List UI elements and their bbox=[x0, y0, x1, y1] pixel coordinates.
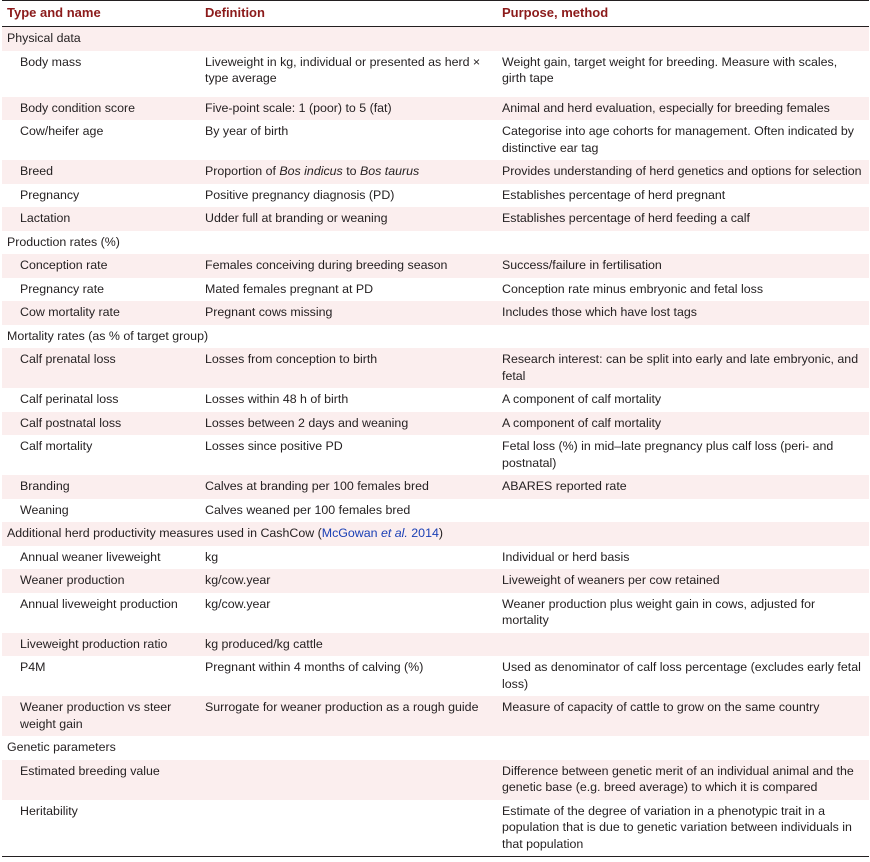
row-definition: Liveweight in kg, individual or presented as herd × type average bbox=[205, 54, 481, 85]
row-name: Liveweight production ratio bbox=[2, 633, 200, 657]
table-row bbox=[2, 207, 869, 231]
breed-def-b: Bos indicus bbox=[279, 164, 343, 178]
table-row bbox=[2, 412, 869, 436]
row-purpose: Conception rate minus embryonic and fetal loss bbox=[502, 281, 764, 296]
row-purpose: Individual or herd basis bbox=[502, 549, 630, 564]
row-name: Calf postnatal loss bbox=[2, 412, 200, 436]
row-name: Body mass bbox=[20, 54, 82, 69]
table-row bbox=[2, 184, 869, 208]
citation-author: McGowan bbox=[321, 526, 381, 540]
table-row bbox=[2, 546, 869, 570]
table-row bbox=[2, 760, 869, 800]
citation-link[interactable] bbox=[322, 526, 439, 540]
row-purpose bbox=[497, 633, 869, 657]
row-definition: Positive pregnancy diagnosis (PD) bbox=[205, 187, 395, 202]
header-purpose: Purpose, method bbox=[497, 1, 869, 27]
row-name: Calf prenatal loss bbox=[2, 348, 200, 388]
table-row bbox=[2, 696, 869, 736]
row-purpose: ABARES reported rate bbox=[497, 475, 869, 499]
row-definition: Losses since positive PD bbox=[205, 439, 343, 453]
citation-year: 2014 bbox=[407, 526, 439, 540]
section-production: Production rates (%) bbox=[7, 234, 120, 249]
row-name: Estimated breeding value bbox=[2, 760, 200, 800]
header-definition: Definition bbox=[200, 1, 497, 27]
table-row bbox=[2, 633, 869, 657]
section-row bbox=[2, 325, 869, 349]
row-definition: Five-point scale: 1 (poor) to 5 (fat) bbox=[200, 97, 497, 121]
row-purpose: A component of calf mortality bbox=[502, 392, 662, 406]
row-name: Heritability bbox=[2, 800, 200, 857]
row-definition: By year of birth bbox=[205, 124, 289, 138]
row-name: Lactation bbox=[2, 207, 200, 231]
table-row bbox=[2, 51, 869, 97]
row-purpose: Animal and herd evaluation, especially for breeding females bbox=[497, 97, 869, 121]
citation-etal: et al. bbox=[380, 526, 408, 540]
row-definition: Females conceiving during breeding season bbox=[200, 254, 497, 278]
row-name: Weaner production vs steer weight gain bbox=[2, 696, 200, 736]
row-definition bbox=[200, 800, 497, 857]
row-definition: Surrogate for weaner production as a rough guide bbox=[200, 696, 497, 736]
table-row bbox=[2, 278, 869, 302]
section-row bbox=[2, 27, 869, 51]
row-purpose: Provides understanding of herd genetics and options for selection bbox=[497, 160, 869, 184]
row-definition: Mated females pregnant at PD bbox=[205, 281, 374, 296]
row-purpose: Fetal loss (%) in mid–late pregnancy plus calf loss (peri- and postnatal) bbox=[502, 439, 834, 470]
row-purpose: Weight gain, target weight for breeding. Measure with scales, girth tape bbox=[502, 54, 838, 85]
row-definition: kg bbox=[205, 549, 219, 564]
table-row bbox=[2, 348, 869, 388]
row-purpose: Establishes percentage of herd pregnant bbox=[502, 187, 726, 202]
row-definition: Calves at branding per 100 females bred bbox=[200, 475, 497, 499]
row-definition: kg/cow.year bbox=[200, 569, 497, 593]
table-row bbox=[2, 435, 869, 475]
row-definition: kg produced/kg cattle bbox=[200, 633, 497, 657]
row-name: Pregnancy rate bbox=[20, 281, 105, 296]
row-purpose: Includes those which have lost tags bbox=[497, 301, 869, 325]
row-purpose: Success/failure in fertilisation bbox=[497, 254, 869, 278]
table-row bbox=[2, 301, 869, 325]
row-name: Weaner production bbox=[2, 569, 200, 593]
section-row bbox=[2, 736, 869, 760]
row-definition: Calves weaned per 100 females bred bbox=[205, 502, 411, 517]
row-name: Calf mortality bbox=[20, 439, 93, 453]
table-row bbox=[2, 499, 869, 523]
row-purpose: Difference between genetic merit of an individual animal and the genetic base (e.g. breed average) to which it is compared bbox=[497, 760, 869, 800]
row-definition: Losses between 2 days and weaning bbox=[200, 412, 497, 436]
row-definition: Losses from conception to birth bbox=[200, 348, 497, 388]
row-name: Weaning bbox=[20, 502, 69, 517]
row-purpose: Establishes percentage of herd feeding a calf bbox=[497, 207, 869, 231]
row-purpose: Weaner production plus weight gain in cows, adjusted for mortality bbox=[502, 596, 816, 627]
table-row bbox=[2, 475, 869, 499]
row-purpose: Used as denominator of calf loss percentage (excludes early fetal loss) bbox=[502, 660, 861, 691]
row-definition: Pregnant cows missing bbox=[200, 301, 497, 325]
breed-def-c: to bbox=[342, 164, 360, 178]
additional-prefix: Additional herd productivity measures used in CashCow ( bbox=[7, 526, 322, 540]
row-definition bbox=[200, 160, 497, 184]
row-definition bbox=[200, 760, 497, 800]
row-definition: Losses within 48 h of birth bbox=[205, 392, 349, 406]
row-name: Cow mortality rate bbox=[2, 301, 200, 325]
row-name: Calf perinatal loss bbox=[20, 392, 119, 406]
row-name: Cow/heifer age bbox=[20, 124, 104, 138]
row-name: Body condition score bbox=[2, 97, 200, 121]
row-purpose: Categorise into age cohorts for management. Often indicated by distinctive ear tag bbox=[502, 124, 854, 155]
breed-def-d: Bos taurus bbox=[359, 164, 420, 178]
row-name: Breed bbox=[2, 160, 200, 184]
table-row bbox=[2, 160, 869, 184]
definitions-table bbox=[2, 0, 869, 857]
row-name: Annual liveweight production bbox=[20, 596, 178, 611]
section-additional bbox=[2, 522, 869, 546]
header-row bbox=[2, 1, 869, 27]
table-row bbox=[2, 569, 869, 593]
row-name: Annual weaner liveweight bbox=[20, 549, 161, 564]
row-name: P4M bbox=[20, 660, 46, 674]
table-row bbox=[2, 593, 869, 633]
header-type: Type and name bbox=[2, 1, 200, 27]
row-purpose: Estimate of the degree of variation in a phenotypic trait in a population that is due to genetic variation between individuals in that population bbox=[497, 800, 869, 857]
row-purpose: A component of calf mortality bbox=[497, 412, 869, 436]
section-physical: Physical data bbox=[2, 27, 869, 51]
section-row bbox=[2, 231, 869, 255]
table-row bbox=[2, 656, 869, 696]
table-row bbox=[2, 97, 869, 121]
section-genetic: Genetic parameters bbox=[7, 740, 116, 754]
section-mortality: Mortality rates (as % of target group) bbox=[7, 328, 209, 343]
row-definition: kg/cow.year bbox=[205, 596, 271, 611]
additional-suffix: ) bbox=[438, 526, 443, 540]
section-row bbox=[2, 522, 869, 546]
row-purpose bbox=[497, 499, 869, 523]
row-purpose: Research interest: can be split into early and late embryonic, and fetal bbox=[497, 348, 869, 388]
table-row bbox=[2, 800, 869, 857]
row-name: Conception rate bbox=[2, 254, 200, 278]
row-purpose: Liveweight of weaners per cow retained bbox=[497, 569, 869, 593]
table-row bbox=[2, 120, 869, 160]
row-definition: Udder full at branding or weaning bbox=[200, 207, 497, 231]
breed-def-a: Proportion of bbox=[205, 164, 280, 178]
table-row bbox=[2, 388, 869, 412]
row-purpose: Measure of capacity of cattle to grow on the same country bbox=[497, 696, 869, 736]
row-name: Pregnancy bbox=[20, 187, 80, 202]
table-row bbox=[2, 254, 869, 278]
row-definition: Pregnant within 4 months of calving (%) bbox=[205, 660, 424, 674]
row-name: Branding bbox=[2, 475, 200, 499]
